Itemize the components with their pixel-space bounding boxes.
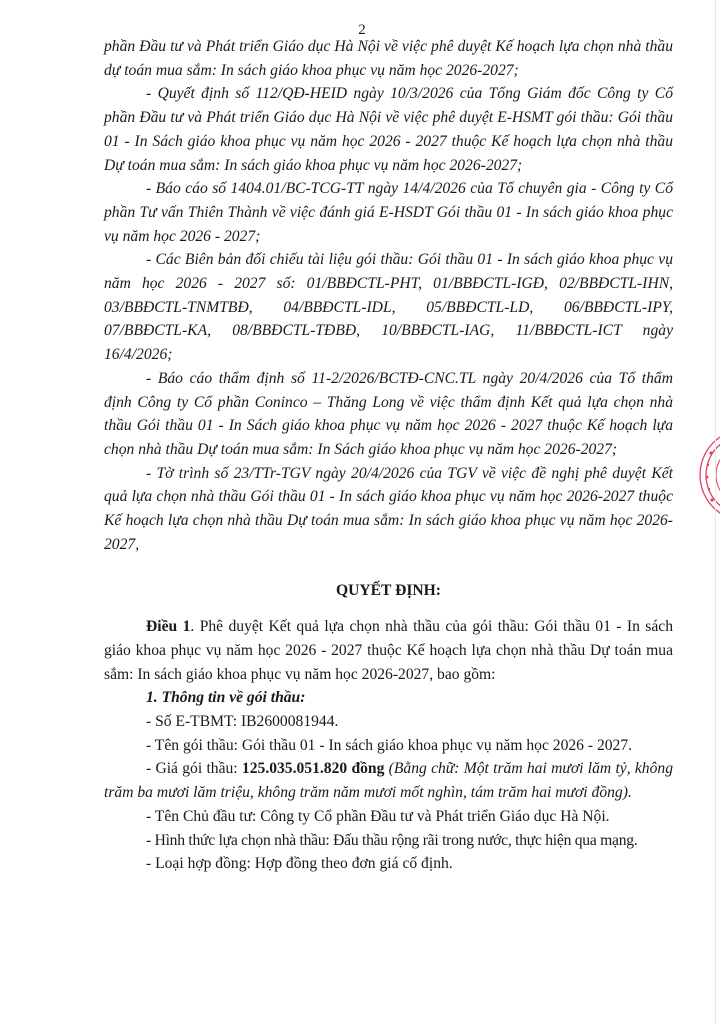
preamble-continuation: phần Đầu tư và Phát triển Giáo dục Hà Nội về việc phê duyệt Kế hoạch lựa chọn nhà thầu dự toán mua sắm: In sách giáo khoa phục vụ năm học 2026-2027; [104,38,673,79]
preamble-item-report-1404: - Báo cáo số 1404.01/BC-TCG-TT ngày 14/4/2026 của Tổ chuyên gia - Công ty Cổ phần Tư vấn Thiên Thành về việc đánh giá E-HSDT Gói thầu 01 - In sách giáo khoa phục vụ năm học 2026 - 2027; [104,180,673,245]
price-value: 125.035.051.820 đồng [241,760,385,778]
article-1-text: . Phê duyệt Kết quả lựa chọn nhà thầu của gói thầu: Gói thầu 01 - In sách giáo khoa phục vụ năm học 2026 - 2027 thuộc Kế hoạch lựa chọn nhà thầu Dự toán mua sắm: In sách giáo khoa phục vụ năm học 2026-2027, bao gồm: [104,618,673,683]
article-1 [104,615,673,686]
price-in-words: (Bằng chữ: Một trăm hai mươi lăm tỷ, không trăm ba mươi lăm triệu, không trăm năm mươi mốt nghìn, tám trăm hai mươi đồng). [104,760,673,802]
page-edge-line [715,0,716,1024]
page-number: 2 [358,22,366,38]
red-stamp-fragment [698,425,720,525]
price-label: - Giá gói thầu: [146,760,242,778]
package-price [104,757,673,804]
investor-name: - Tên Chủ đầu tư: Công ty Cổ phần Đầu tư và Phát triển Giáo dục Hà Nội. [146,807,610,825]
contract-type: - Loại hợp đồng: Hợp đồng theo đơn giá cố định. [146,855,453,873]
preamble-item-submission-23: - Tờ trình số 23/TTr-TGV ngày 20/4/2026 của TGV về việc đề nghị phê duyệt Kết quả lựa chọn nhà thầu Gói thầu 01 - In sách giáo khoa phục vụ năm học 2026-2027 thuộc Kế hoạch lựa chọn nhà thầu Dự toán mua sắm: In sách giáo khoa phục vụ năm học 2026-2027, [104,464,673,553]
article-1-label: Điều 1 [146,618,191,636]
decision-heading: QUYẾT ĐỊNH: [336,582,441,600]
preamble-item-decision-112: - Quyết định số 112/QĐ-HEID ngày 10/3/2026 của Tổng Giám đốc Công ty Cổ phần Đầu tư và Phát triển Giáo dục Hà Nội về việc phê duyệt E-HSMT gói thầu: Gói thầu 01 - In Sách giáo khoa phục vụ năm học 2026 - 2027 thuộc Kế hoạch lựa chọn nhà thầu Dự toán mua sắm: In sách giáo khoa phục vụ năm học 2026-2027; [104,85,673,174]
preamble-item-reconciliation-minutes: - Các Biên bản đối chiếu tài liệu gói thầu: Gói thầu 01 - In sách giáo khoa phục vụ năm học 2026 - 2027 số: 01/BBĐCTL-PHT, 01/BBĐCTL-IGĐ, 02/BBĐCTL-IHN, 03/BBĐCTL-TNMTBĐ, 04/BBĐCTL-IDL, 05/BBĐCTL-LD, 06/BBĐCTL-IPY, 07/BBĐCTL-KA, 08/BBĐCTL-TĐBĐ, 10/BBĐCTL-IAG, 11/BBĐCTL-ICT ngày 16/4/2026; [104,251,673,364]
document-body [104,35,673,876]
section-1-title: 1. Thông tin về gói thầu: [146,689,306,707]
etbmt-number: - Số E-TBMT: IB2600081944. [146,712,339,730]
selection-form: - Hình thức lựa chọn nhà thầu: Đấu thầu rộng rãi trong nước, thực hiện qua mạng. [146,831,638,849]
preamble-item-appraisal-report: - Báo cáo thẩm định số 11-2/2026/BCTĐ-CNC.TL ngày 20/4/2026 của Tổ thẩm định Công ty Cổ phần Coninco – Thăng Long về việc thẩm định Kết quả lựa chọn nhà thầu Gói thầu 01 - In Sách giáo khoa phục vụ năm học 2026 - 2027 thuộc Kế hoạch lựa chọn nhà thầu Dự toán mua sắm: In Sách giáo khoa phục vụ năm học 2026-2027; [104,369,673,458]
package-name: - Tên gói thầu: Gói thầu 01 - In sách giáo khoa phục vụ năm học 2026 - 2027. [146,736,633,754]
